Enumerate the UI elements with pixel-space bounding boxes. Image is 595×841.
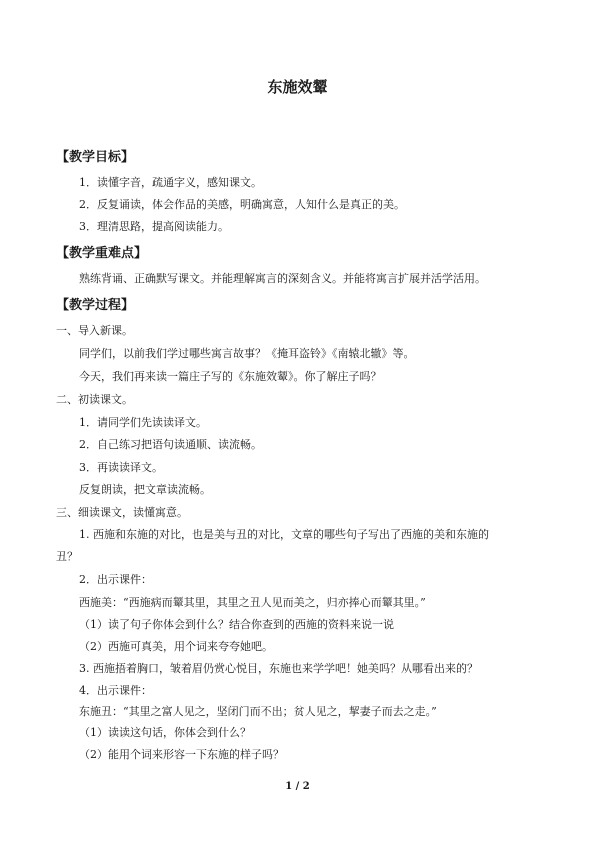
process-line: 今天，我们再来读一篇庄子写的《东施效颦》。你了解庄子吗？ [79, 370, 382, 383]
process-line: 3. 西施捂着胸口，皱着眉仍赏心悦目，东施也来学学吧！她美吗？从哪看出来的？ [79, 662, 478, 675]
process-line: （1）读读这句话，你体会到什么？ [79, 726, 251, 739]
process-line: （1）读了句子你体会到什么？结合你查到的西施的资料来说一说 [79, 618, 394, 631]
process-line: 东施丑：“其里之富人见之，坚闭门而不出；贫人见之，挈妻子而去之走。” [79, 705, 437, 718]
goal-item: 1．读懂字音，疏通字义，感知课文。 [79, 176, 262, 189]
process-line: （2）西施可真美，用个词来夸夸她吧。 [79, 640, 273, 653]
process-line: 二、初读课文。 [56, 393, 133, 406]
process-line: （2）能用个词来形容一下东施的样子吗？ [79, 748, 284, 761]
section-heading-process: 【教学过程】 [56, 298, 135, 313]
process-line: 4．出示课件： [79, 684, 152, 697]
process-line: 一、导入新课。 [56, 324, 133, 337]
process-line: 2．自己练习把语句读通顺、读流畅。 [79, 438, 262, 451]
process-line: 西施美：“西施病而颦其里，其里之丑人见而美之，归亦捧心而颦其里。” [79, 596, 426, 609]
section-heading-key-points: 【教学重难点】 [56, 246, 148, 261]
process-line: 丑？ [56, 550, 78, 563]
page-title: 东施效颦 [267, 78, 328, 96]
process-line: 反复朗读，把文章读流畅。 [79, 483, 211, 496]
process-line: 1. 西施和东施的对比，也是美与丑的对比，文章的哪些句子写出了西施的美和东施的 [79, 528, 489, 541]
section-heading-goals: 【教学目标】 [56, 150, 135, 165]
goal-item: 3．理清思路，提高阅读能力。 [79, 220, 229, 233]
goal-item: 2．反复诵读，体会作品的美感，明确寓意，人知什么是真正的美。 [79, 198, 405, 211]
process-line: 3．再读读译文。 [79, 461, 163, 474]
page-number: 1 / 2 [285, 781, 310, 792]
process-line: 2．出示课件： [79, 573, 152, 586]
process-line: 同学们，以前我们学过哪些寓言故事？《掩耳盗铃》《南辕北辙》等。 [79, 347, 415, 360]
process-line: 三、细读课文，读懂寓意。 [56, 506, 188, 519]
key-points-text: 熟练背诵、正确默写课文。并能理解寓言的深刻含义。并能将寓言扩展并活学活用。 [79, 272, 486, 285]
process-line: 1．请同学们先读读译文。 [79, 416, 207, 429]
